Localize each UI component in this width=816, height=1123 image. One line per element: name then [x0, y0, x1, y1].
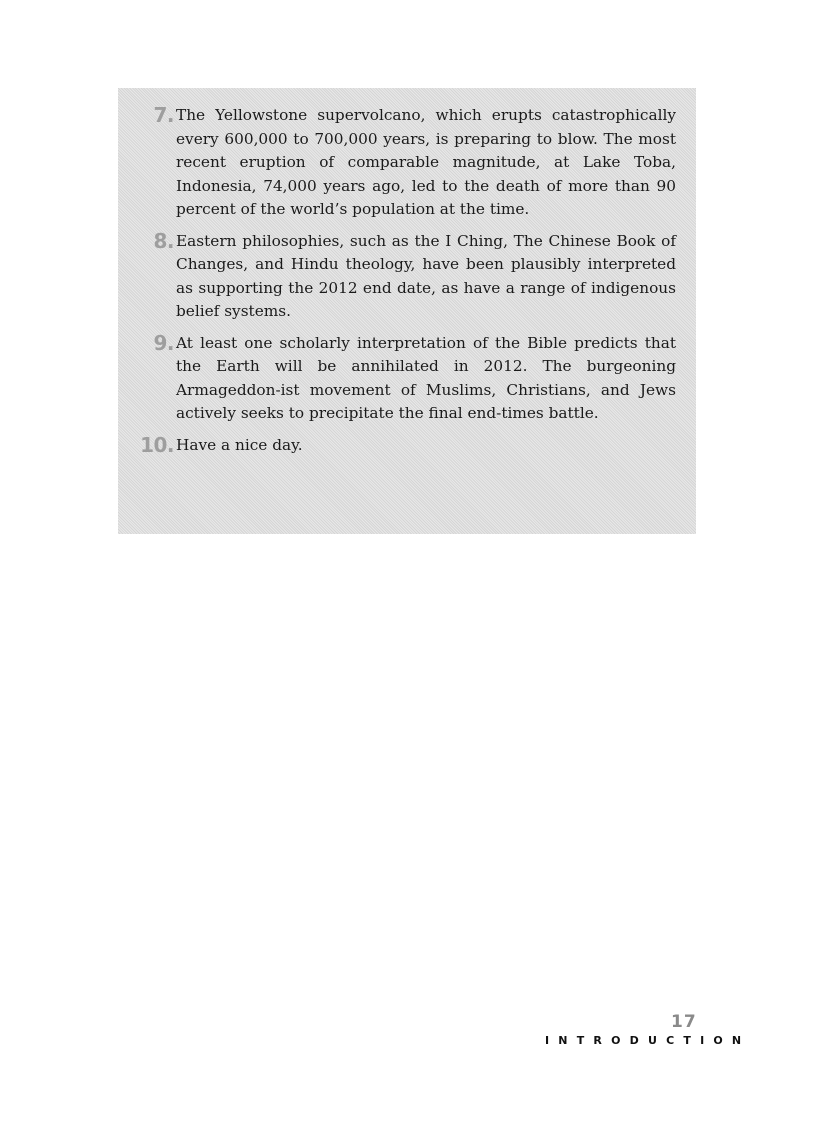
page-footer — [540, 1012, 751, 1052]
item-text: The Yellowstone supervolcano, which erupts catastrophically every 600,000 to 700,000 years, is preparing to blow. The most recent eruption of comparable magnitude, at Lake Toba, Indonesia, 74,000 years ago, led to the death of more than 90 percent of the world’s population at the time. — [176, 106, 676, 218]
running-head: INTRODUCTION — [545, 1034, 751, 1047]
list-item — [142, 434, 676, 458]
list-item — [142, 332, 676, 426]
item-number: 7. — [153, 103, 174, 127]
item-text: Have a nice day. — [176, 435, 303, 454]
page-number: 17 — [671, 1012, 697, 1032]
item-number: 10. — [140, 432, 174, 457]
numbered-list-box — [118, 88, 696, 534]
list-item — [142, 104, 676, 222]
item-text: Eastern philosophies, such as the I Ching, The Chinese Book of Changes, and Hindu theology, have been plausibly interpreted as supporting the 2012 end date, as have a range of indigenous belief systems. — [176, 231, 676, 320]
item-number: 8. — [153, 228, 174, 253]
list-item — [142, 230, 676, 324]
item-text: At least one scholarly interpretation of the Bible predicts that the Earth will be annihilated in 2012. The burgeoning Armageddon-ist movement of Muslims, Christians, and Jews actively seeks to precipitate the final end-times battle. — [176, 333, 676, 422]
item-number: 9. — [153, 330, 174, 355]
